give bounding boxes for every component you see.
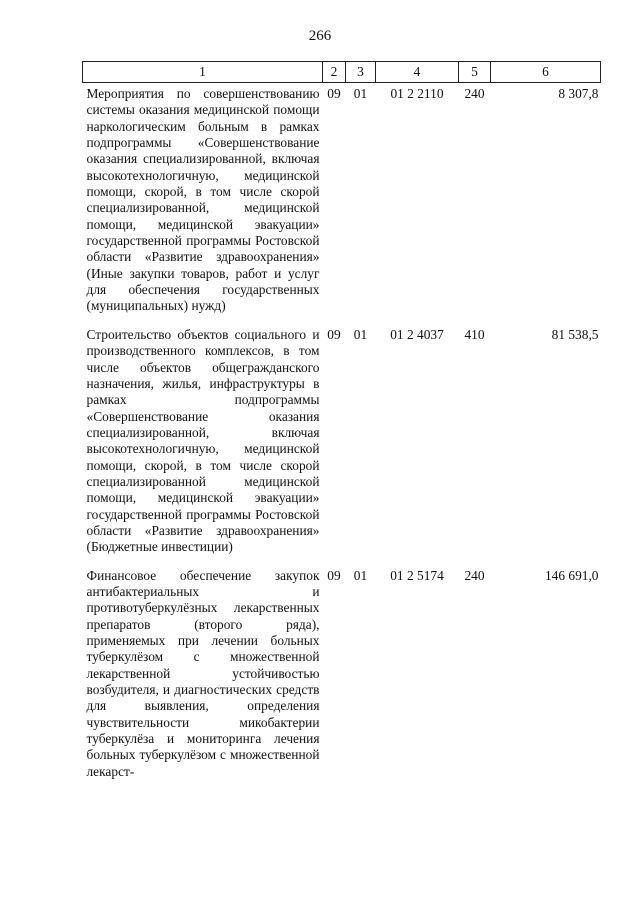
table-header xyxy=(83,62,601,83)
table-row xyxy=(83,562,601,786)
row-expense-type: 240 xyxy=(464,86,485,101)
page-number: 266 xyxy=(308,28,332,44)
header-col-5: 5 xyxy=(459,62,491,83)
table-body xyxy=(83,83,601,787)
row-description: Мероприятия по совершенствованию системы оказания медицинской помощи наркологическим больным в рамках подпрограммы «Совершенствование оказания специализированной, включая высокотехнологичную, медицинской помощи, скорой, в том числе скорой специализированной, медицинской помощи, медицинской эвакуации» государственной программы Ростовской области «Развитие здравоохранения» (Иные закупки товаров, работ и услуг для обеспечения государственных (муниципальных) нужд) xyxy=(86,86,320,314)
row-section-code: 09 xyxy=(327,86,341,101)
row-amount: 8 307,8 xyxy=(558,86,599,101)
header-row xyxy=(83,62,601,83)
row-target-code: 01 2 2110 xyxy=(390,86,444,101)
row-amount: 81 538,5 xyxy=(551,326,599,342)
row-subsection-code: 01 xyxy=(353,86,368,101)
table-row xyxy=(83,321,601,562)
row-section-code: 09 xyxy=(327,567,341,583)
header-col-4: 4 xyxy=(376,62,459,83)
header-col-2: 2 xyxy=(323,62,346,83)
header-col-3: 3 xyxy=(346,62,376,83)
row-target-code: 01 2 5174 xyxy=(390,567,444,583)
budget-table xyxy=(82,61,601,786)
header-col-1: 1 xyxy=(83,62,323,83)
table-row xyxy=(83,83,601,321)
row-subsection-code: 01 xyxy=(353,567,368,583)
row-section-code: 09 xyxy=(327,326,341,342)
row-description: Финансовое обеспечение закупок антибактериальных и противотуберкулёзных лекарственных препаратов (второго ряда), применяемых при лечении больных туберкулёзом с множественной лекарственной устойчивостью возбудителя, и диагностических средств для выявления, определения чувствительности микобактерии туберкулёза и мониторинга лечения больных туберкулёзом с множественной лекарст- xyxy=(86,567,320,779)
row-target-code: 01 2 4037 xyxy=(390,326,444,342)
row-expense-type: 240 xyxy=(464,567,485,583)
row-description: Строительство объектов социального и производственного комплексов, в том числе объектов общегражданского назначения, жилья, инфраструктуры в рамках подпрограммы «Совершенствование оказания специализированной, включая высокотехнологичную, медицинской помощи, скорой, в том числе скорой специализированной медицинской помощи, медицинской эвакуации» государственной программы Ростовской области «Развитие здравоохранения» (Бюджетные инвестиции) xyxy=(86,326,320,555)
row-expense-type: 410 xyxy=(464,326,485,342)
row-amount: 146 691,0 xyxy=(544,567,599,583)
row-subsection-code: 01 xyxy=(353,326,368,342)
header-col-6: 6 xyxy=(491,62,601,83)
